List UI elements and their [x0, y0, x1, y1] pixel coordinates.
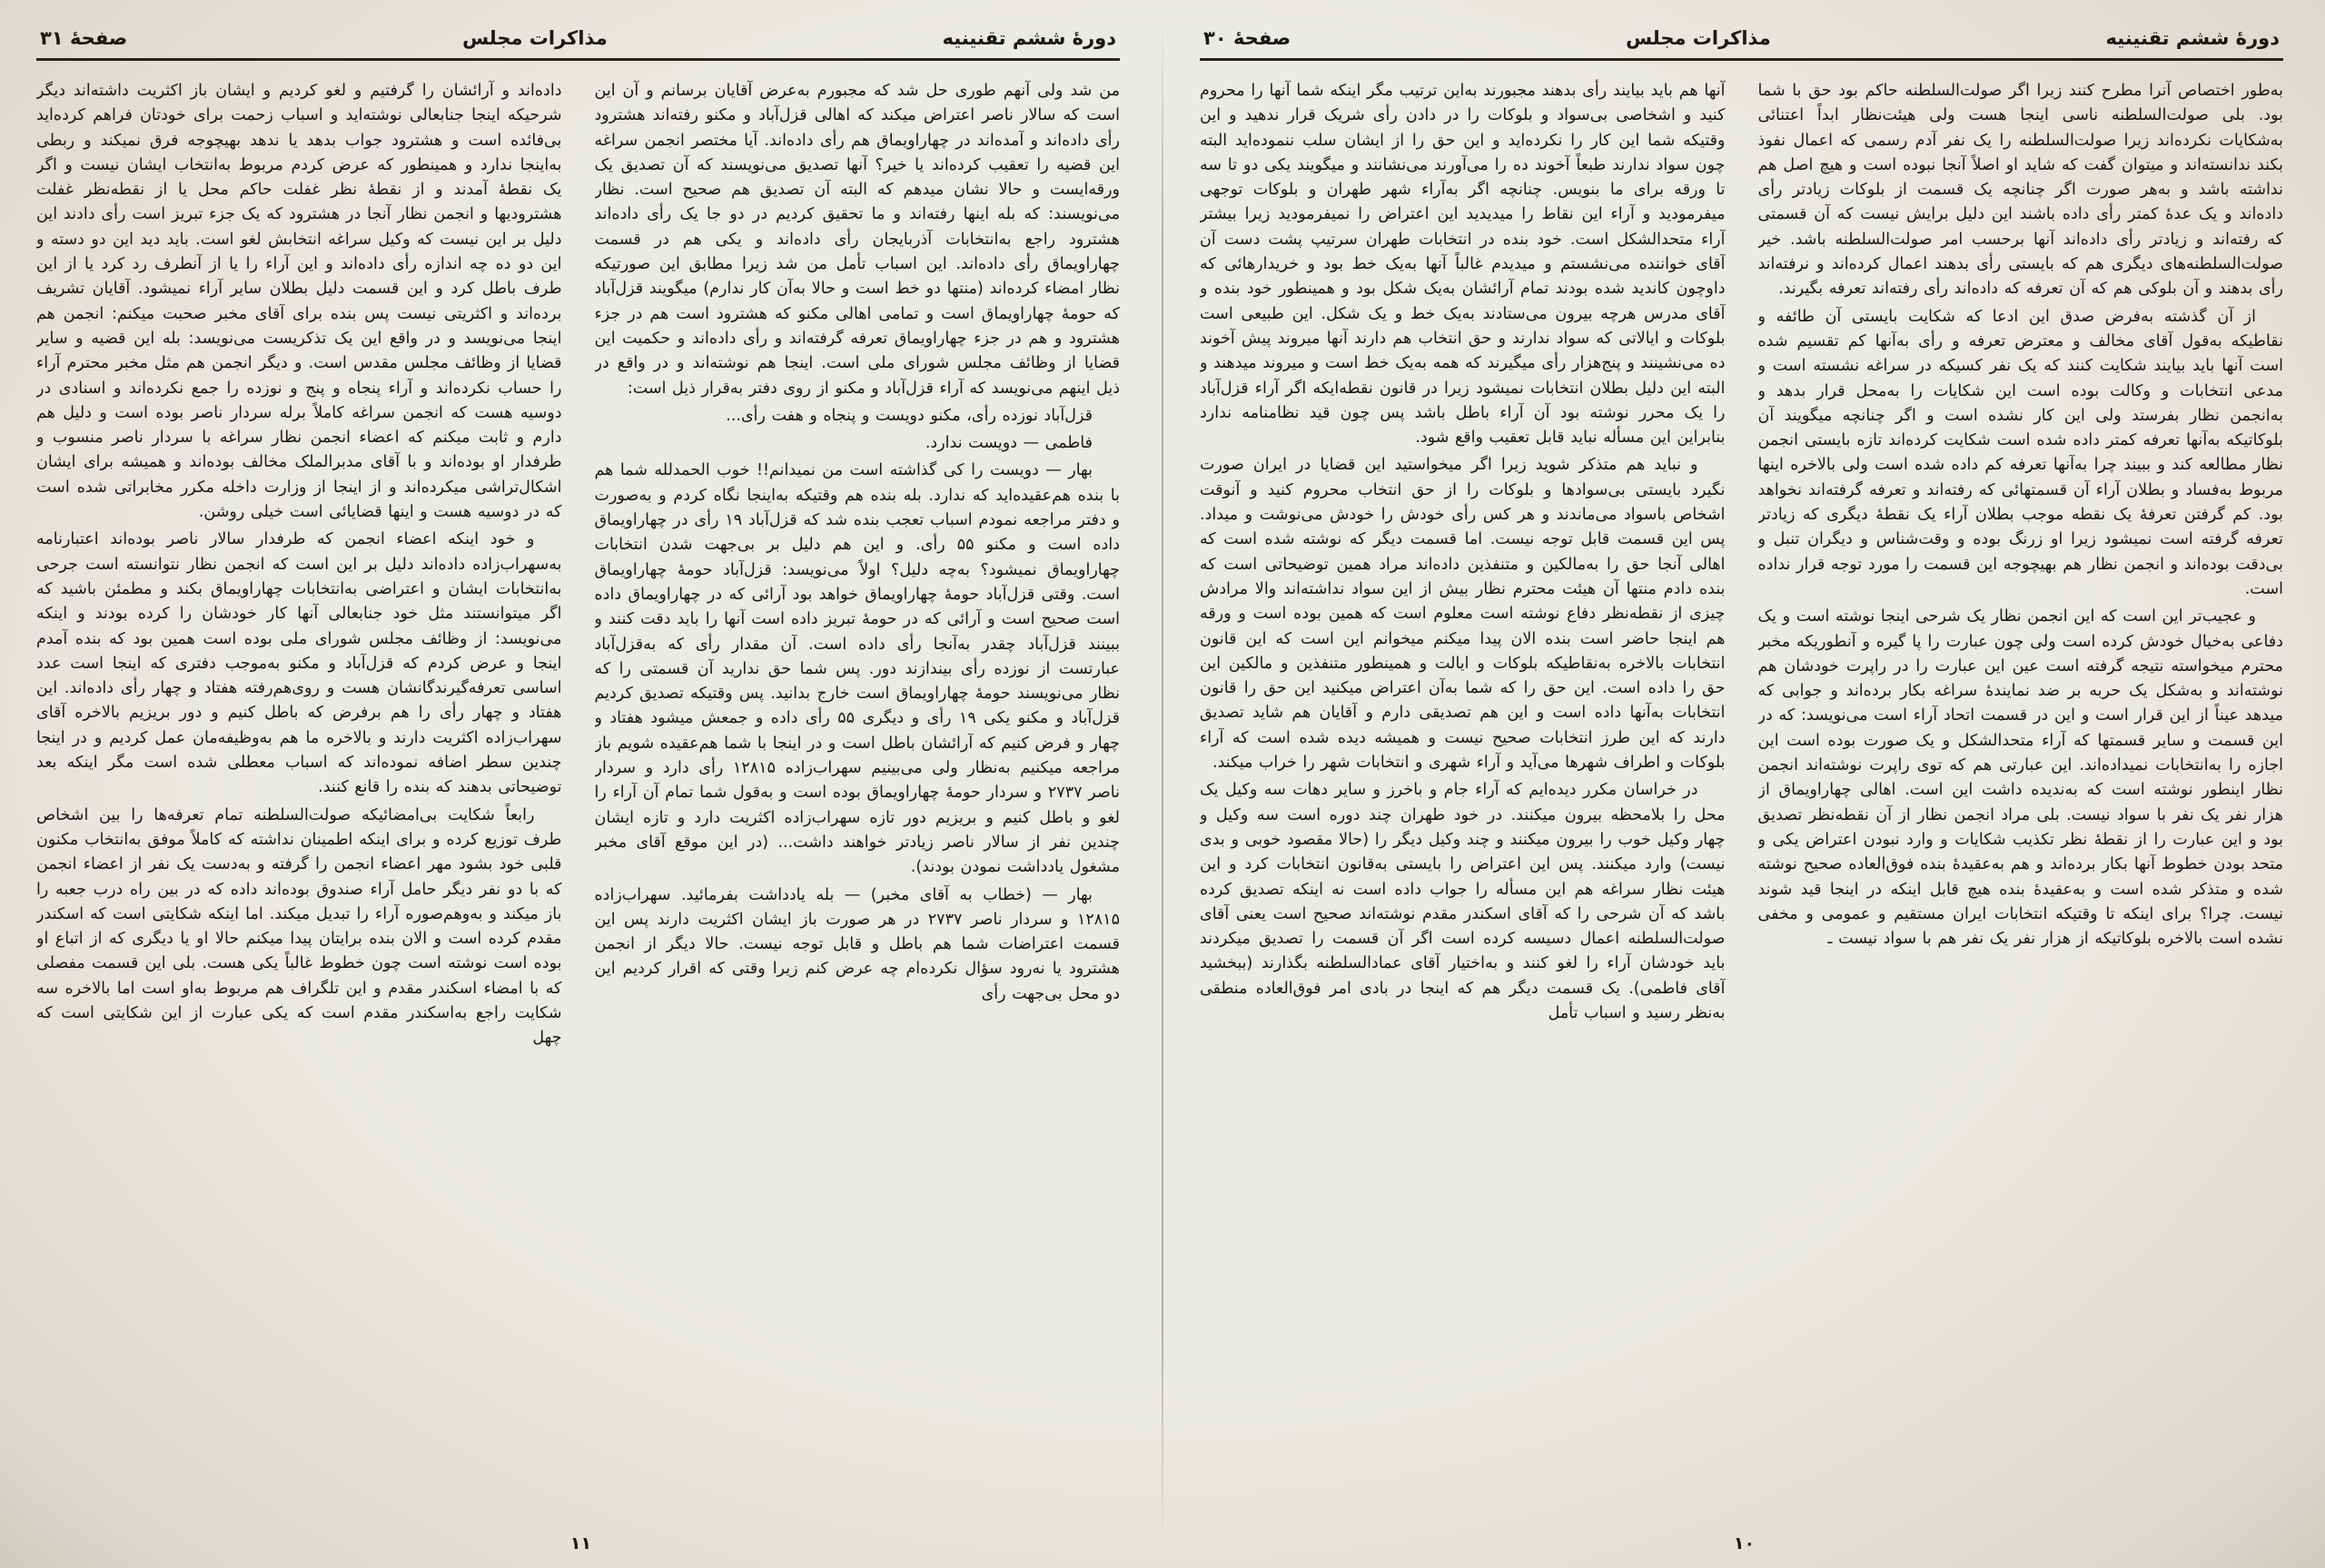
text-column-left	[1200, 79, 1726, 1441]
page-footer-number: ۱۱	[569, 1533, 592, 1553]
header-section-label: دورهٔ ششم تقنینیه	[942, 27, 1116, 49]
text-column-right	[1758, 79, 2284, 1441]
header-page-number: صفحهٔ ۳۰	[1203, 27, 1291, 49]
text-column-right	[595, 79, 1121, 1441]
page-header	[1200, 27, 2283, 61]
paragraph: و عجیب‌تر این است که این انجمن نظار یک شرحی اینجا نوشته است و یک دفاعی به‌خیال خودش کرده است ولی چون عبارت را پا گیره و آنطوریکه مخبر محترم میخواسته نتیجه گرفته است عین این عبارت را در راپرت خودشان هم نوشته‌اند و به‌شکل یک حربه بر ضد نمایندهٔ سراغه بکار برده‌اند و جوابی که میدهد عیناً از این قرار است و این در قسمت اتحاد آراء است می‌نویسد: که در این قسمت و سایر قسمتها که آراء متحدالشکل و یک صورت بوده است این اجازه را به‌انتخابات نمیداده‌اند. این عبارتی هم که توی راپرت نوشته‌اند انجمن نظار اینطور نوشته است که به‌ندیده داشت این است. اهالی چهاراویماق از هزار نفر یک نفر با سواد نیست. بلی مراد انجمن نظار از آن نقطه‌نظر تصدیق بود و این عبارت را از نقطهٔ نظر تکذیب شکایات و وارد نبودن اعتراض یکی و متحد بودن خطوط آنها بکار برده‌اند و هم به‌عقیدهٔ بنده فوق‌العاده صحیح نوشته شده و متذکر شده است و به‌عقیدهٔ بنده هیچ قابل اینکه در اینجا قید شوند نیست. چرا؟ برای اینکه تا وقتیکه انتخابات ایران مستقیم و عمومی و مخفی نشده است بالاخره بلوکاتیکه از هزار نفر یک نفر هم با سواد نیست ـ	[1757, 607, 2283, 949]
paragraph: و خود اینکه اعضاء انجمن که طرفدار سالار ناصر بوده‌اند اعتبارنامه به‌سهراب‌زاده داده‌اند دلیل بر این است که انجمن نظار نتوانسته است جرحی به‌انتخابات ایشان و اعتراضی به‌انتخابات چهاراویماق بکند و مطمئن باشید که اگر میتوانستند مثل خود جنابعالی آنها کار خودشان را کرده بودند و اینکه می‌نویسد: از وظائف مجلس شورای ملی بوده است همین بود که بنده آمدم اینجا و عرض کردم که قزل‌آباد و مکنو به‌موجب دفتری که اینجا است عدد اساسی تعرفه‌گیرندگانشان هست و روی‌هم‌رفته هفتاد و چهار رأی داده‌اند. این هفتاد و چهار رأی را هم برفرض که باطل کنیم و دور بریزیم بالاخره آقای سهراب‌زاده اکثریت دارند و بالاخره ما هم به‌وظیفه‌مان عمل کردیم و در اینجا چندین سطر اضافه نموده‌اند که اسباب معطلی شده است مگر اینکه بعد توضیحاتی بدهند که بنده را قانع کنند.	[36, 530, 562, 797]
paragraph: من شد ولی آنهم طوری حل شد که مجبورم به‌عرض آقایان برسانم و آن این است که سالار ناصر اعتراض میکند که اهالی قزل‌آباد و مکنو رفته‌اند هشترود رأی داده‌اند و آمده‌اند در چهاراویماق هم رأی داده‌اند. آیا مختصر انجمن سراغه این قضیه را تعقیب کرده‌اند یا خیر؟ آنها تصدیق می‌نویسند که آن تصدیق یک ورقه‌ایست و حالا نشان میدهم که البته آن تصدیق هم صحیح است. نظار می‌نویسند: که بله اینها رفته‌اند و ما تحقیق کردیم در دو جا یک رأی داده‌اند هشترود راجع به‌انتخابات آذربایجان رأی داده‌اند و یکی هم در قسمت چهاراویماق رأی داده‌اند. این اسباب تأمل من شد زیرا مطابق این صورتیکه نظار امضاء کرده‌اند (منتها دو خط است و حالا به‌آن کار ندارم) میگویند قزل‌آباد که حومهٔ چهاراویماق است و تمامی اهالی مکنو که هشترود است هم در جزء هشترود و هم در جزء چهاراویماق تعرفه گرفته‌اند و رأی داده‌اند و حکمیت این قضایا از وظائف مجلس شورای ملی است. اینجا هم نوشته‌اند و در واقع در ذیل اینهم می‌نویسد که آراء قزل‌آباد و مکنو از روی دفتر به‌قرار ذیل است:	[594, 82, 1120, 398]
paragraph: داده‌اند و آرائشان را گرفتیم و لغو کردیم و ایشان باز اکثریت داشته‌اند دیگر شرحیکه اینجا جنابعالی نوشته‌اید و اسباب زحمت برای خودتان فراهم کرده‌اید بی‌فائده است و هشترود جواب بدهد یا ندهد بهیچوجه فرق نمیکند و ربطی به‌اینجا ندارد و همینطور که عرض کردم مربوط به‌انتخاب ایشان نیست و اگر یک نقطهٔ آمدند و از نقطهٔ نظر غفلت حاکم محل یا از نقطه‌نظر غفلت هشترودیها و انجمن نظار آنجا در هشترود که یک جزء تبریز است رأی دادند این دلیل بر این نیست که وکیل سراغه انتخابش لغو است. باید دید این دو دسته و این دو ده چه اندازه رأی داده‌اند و این آراء را یا از آنطرف رد کرد یا از این طرف باطل کرد و این قسمت دلیل بطلان سایر آراء نمیشود. آقایان تشریف برده‌اند و اکثریتی نیست پس بنده برای آقای مخبر صحبت میکنم: انجمن هم اینجا می‌نویسد و در واقع این یک تذکریست می‌نویسد: بله این قضیه و سایر قضایا از وظائف مجلس مقدس است. و دیگر انجمن هم مثل مخبر محترم آراء را حساب نکرده‌اند و آراء پنجاه و پنج و نوزده را جمع نکرده‌اند و اسنادی در دوسیه هست که انجمن سراغه کاملاً برله سردار ناصر بوده است و دلیل هم دارم و ثابت میکنم که اعضاء انجمن نظار سراغه با سردار ناصر منسوب و طرفدار او بوده‌اند و با آقای مدبرالملک مخالف بوده‌اند و همیشه برای ایشان اشکال‌تراشی میکرده‌اند و از اینجا از وزارت داخله مکرر مخابراتی شده است که در دوسیه هست و اینها قضایائی است خیلی روشن.	[36, 82, 562, 522]
paragraph: در خراسان مکرر دیده‌ایم که آراء جام و باخرز و سایر دهات سه وکیل یک محل را بلامحظه بیرون میکنند. در خود طهران چند دوره است سه وکیل و چهار وکیل خوب را بیرون میکنند و چند وکیل دیگر را (حالا مقصود خوبی و بدی نیست) وارد میکنند. پس این اعتراض را بایستی به‌قانون انتخابات کرد و این هیئت نظار سراغه هم این مسأله را جواب داده است نه اینکه تصدیق کرده باشد که آن شرحی را که آقای اسکندر مقدم نوشته‌اند صحیح است یعنی آقای صولت‌السلطنه اعمال دسیسه کرده است اگر آن قسمت را تصدیق میکردند باید خودشان آراء را لغو کنند و به‌اختیار آقای عمادالسلطنه بگذارند (ببخشید آقای فاطمی). یک قسمت دیگر هم که اینجا در بادی امر فوق‌العاده منطقی به‌نظر رسید و اسباب تأمل	[1200, 781, 1726, 1022]
speech-line-fatemi: فاطمی — دویست ندارد.	[925, 434, 1093, 453]
paragraph: رابعاً شکایت بی‌امضائیکه صولت‌السلطنه تمام تعرفه‌ها را بین اشخاص طرف توزیع کرده و برای اینکه اطمینان نداشته که کاملاً موفق به‌انتخاب مکنون قلبی خود بشود مهر اعضاء انجمن را گرفته و به‌دست یک نفر از اعضاء انجمن که با دو نفر دیگر حامل آراء صندوق بوده‌اند داده که در بین راه درب جعبه را باز میکند و به‌وهم‌صوره آراء را تبدیل میکند. اما اینکه شکایتی است که اسکندر مقدم کرده است و الان بنده برایتان پیدا میکنم حالا او یا دیگری که از اتباع او بوده است نوشته است چون خطوط غالباً یکی هست. بلی این قسمت مفصلی که با امضاء اسکندر مقدم و این تلگراف هم مربوط به‌او است اما بالاخره سه شکایت راجع به‌اسکندر مقدم است که یکی عبارت از این شکایتی است که چهل	[36, 805, 562, 1048]
header-section-label: دورهٔ ششم تقنینیه	[2105, 27, 2280, 49]
paragraph: و نباید هم متذکر شوید زیرا اگر میخواستید این قضایا در ایران صورت نگیرد بایستی بی‌سوادها و بلوکات را از حق انتخاب محروم کنید و آنوقت اشخاص باسواد می‌ماندند و هر کس رأی خودش را خودش می‌نوشت و میداد. پس این قسمت قابل توجه نیست. اما قسمت دیگر که نوشته شده است که اهالی آنجا حق را به‌مالکین و متنفذین داده‌اند مراد همین توضیحاتی است که بنده دادم منتها آن هیئت محترم نظار بیش از این سواد نداشته‌اند والا مرادش چیزی از نقطه‌نظر دفاع نوشته است معلوم است که همین بوده است و ورقه هم اینجا حاضر است بنده الان پیدا میکنم میخوانم این است که این قانون انتخابات بالاخره به‌نقاطیکه بلوکات و ایالت و همینطور متنفذین و مالکین این حق را داده است. این حق را که شما به‌آن اعتراض میکنید این حق را قانون انتخابات به‌آنها داده است و این هم تصدیقی دارم و آقایان هم شاید تصدیق دارند که این طرز انتخابات صحیح نیست و همیشه دیده شده است که آراء بلوکات و اطراف شهرها می‌آید و آراء شهری و انتخابات شهر را خراب میکند.	[1200, 456, 1726, 773]
paragraph: از آن گذشته به‌فرض صدق این ادعا که شکایت بایستی آن طائفه و نقاطیکه به‌قول آقای مخالف و معترض تعرفه و رأی به‌آنها کم تقسیم شده است آنها باید بیایند شکایت کنند که یک نفر کسیکه در سراغه نشسته است و مدعی انتخابات و وکالت بوده است این شکایات را به‌محل قرار بدهد و به‌انجمن نظار بفرستد ولی این کار نشده است و اگر چنانچه میگویند آن بلوکاتیکه به‌آنها تعرفه کمتر داده شده است شکایت کرده‌اند تازه بایستی انجمن نظار مطالعه کند و ببیند چرا به‌آنها تعرفه کم داده شده است ولی بالاخره اینها مربوط به‌فساد و بطلان آراء آن قسمتهائی که رفته‌اند و تعرفه گرفته‌اند نخواهد بود. کم گرفتن تعرفهٔ یک نقطه موجب بطلان آراء یک نقطهٔ دیگری که زیادتر تعرفه گرفته است نمیشود زیرا او زرنگ بوده و وقت‌شناس و دیگران تنبل و بی‌دقت بوده‌اند و انجمن نظار هم بهیچوجه این قسمت را مورد توجه قرار نداده است.	[1757, 307, 2283, 598]
page-footer-number: ۱۰	[1733, 1533, 1756, 1553]
header-title: مذاکرات مجلس	[462, 27, 608, 49]
speech-line-bahar: بهار — دویست را کی گذاشته است من نمیدانم!! خوب الحمدلله شما هم با بنده هم‌عقیده‌اید که ندارد. بله بنده هم وقتیکه به‌اینجا نگاه کردم و به‌صورت و دفتر مراجعه نمودم اسباب تعجب بنده شد که قزل‌آباد ۱۹ رأی در چهاراویماق داده است و مکنو ۵۵ رأی. و این هم دلیل بر بی‌جهت شدن انتخابات چهاراویماق نمیشود؟ به‌چه دلیل؟ اولاً می‌نویسد: قزل‌آباد حومهٔ چهاراویماق است. وقتی قزل‌آباد حومهٔ چهاراویماق خواهد بود آرائی که در چهاراویماق داده است صحیح است و آرائی که در حومهٔ تبریز داده است آنها را باید دقت کنند و ببینند قزل‌آباد چقدر به‌آنجا رأی داده است. آن مقدار رأی که به‌قزل‌آباد عبارتست از نوزده رأی بیندازند دور. پس شما حق ندارید آن قسمتی را که نظار می‌نویسند حومهٔ چهاراویماق است خارج بدانید. پس وقتیکه تصدیق کردیم قزل‌آباد و مکنو یکی ۱۹ رأی و دیگری ۵۵ رأی داده و جمعش میشود هفتاد و چهار و فرض کنیم که آرائشان باطل است و در اینجا با شما هم‌عقیده شویم باز مراجعه میکنیم به‌نظار ولی می‌بینیم سهراب‌زاده ۱۲۸۱۵ رأی دارد و سردار ناصر ۲۷۳۷ و سردار حومهٔ چهاراویماق بوده است و به‌قول شما تمام آن آراء را لغو و باطل کنیم و بریزیم دور تازه سهراب‌زاده اکثریت دارد و تازه ایشان چندین نفر از سالار ناصر زیادتر خواهند داشت... (در این موقع آقای مخبر مشغول یادداشت نمودن بودند).	[594, 461, 1120, 877]
text-column-left	[36, 79, 562, 1441]
paragraph: به‌طور اختصاص آنرا مطرح کنند زیرا اگر صولت‌السلطنه حاکم بود حق با شما بود. بلی صولت‌السلطنه ناسی اینجا هست ولی هیئت‌نظار ابداً اعتنائی به‌شکایات نکرده‌اند زیرا صولت‌السلطنه را یک نفر آدم رسمی که اعمال نفوذ بکند ندانسته‌اند و میتوان گفت که شاید او اصلاً آنجا نبوده است و هیچ اصل هم نداشته باشد و به‌هر صورت اگر چنانچه یک قسمت از بلوکات زیادتر رأی داده‌اند و یک عدهٔ کمتر رأی داده باشند این دلیل برایش نیست که آن قسمتی که رفته‌اند و زیادتر رأی داده‌اند آنها برحسب امر صولت‌السلطنه باشد. خیر صولت‌السلطنه‌های دیگری هم که بایستی رأی بدهند اعمال کرده‌اند و نرفته‌اند رأی بدهند و آن بلوکی هم که آن تعرفه که داده‌اند رأی رفته‌اند تعرفه بگیرند.	[1757, 82, 2283, 299]
header-title: مذاکرات مجلس	[1626, 27, 1771, 49]
page-30	[1163, 0, 2325, 1568]
header-page-number: صفحهٔ ۳۱	[40, 27, 128, 49]
speech-line-bahar: بهار — (خطاب به آقای مخبر) — بله یادداشت بفرمائید. سهراب‌زاده ۱۲۸۱۵ و سردار ناصر ۲۷۳۷ در هر صورت باز ایشان اکثریت دارند پس این قسمت اعتراضات شما هم باطل و قابل توجه نیست. حالا دیگر از انجمن هشترود یا نه‌رود سؤال نکرده‌ام چه عرض کنم زیرا وقتی که اقرار کردیم این دو محل بی‌جهت رأی	[594, 885, 1120, 1003]
page-header	[36, 27, 1120, 61]
paragraph: قزل‌آباد نوزده رأی، مکنو دویست و پنجاه و هفت رأی...	[726, 406, 1093, 425]
paragraph: آنها هم باید بیایند رأی بدهند مجبورند به‌این ترتیب مگر اینکه شما آنها را محروم کنید و اشخاصی بی‌سواد و بلوکات را در دادن رأی شریک قرار ندهید و این وقتیکه شما این کار را نکرده‌اید و این حق را از ایشان سلب ننموده‌اید البته چون سواد ندارند طبعاً آخوند ده را می‌آورند می‌نشانند و میگویند یکی دو تا سه تا ورقه برای ما بنویس. چنانچه اگر به‌آراء شهر طهران و بلوکات توجهی میفرمودید و آراء این نقاط را میدیدید این اعتراض را نمیفرمودید زیرا بیشتر آراء متحدالشکل است. خود بنده در انتخابات طهران سرتیپ پشت دست آن آقای خواننده می‌نشستم و میدیدم غالباً آنها به‌یک خط بود و خریدارهائی که داوچون کاندید شده بودند تمام آرائشان به‌یک شکل بود و همینطور خود بنده و آقای مدرس هرچه بیرون می‌ستادند به‌یک خط و یک شکل. این طبیعی است بلوکات و ایالاتی که سواد ندارند و حق انتخاب هم دارند آنها میروند پیش آخوند ده می‌نشینند و پنج‌هزار رأی میگیرند که همه به‌یک خط است و میروند میدهند و البته این دلیل بطلان انتخابات نمیشود زیرا در قانون نقطه‌ایکه اگر آراء قزل‌آباد را یک محرر نوشته بود آن آراء باطل باشد پس چون قید نظامنامه ندارد بنابراین این مسأله نباید قابل تعقیب واقع شود.	[1200, 82, 1726, 448]
page-31	[0, 0, 1162, 1568]
text-columns	[36, 79, 1120, 1441]
text-columns	[1200, 79, 2283, 1441]
